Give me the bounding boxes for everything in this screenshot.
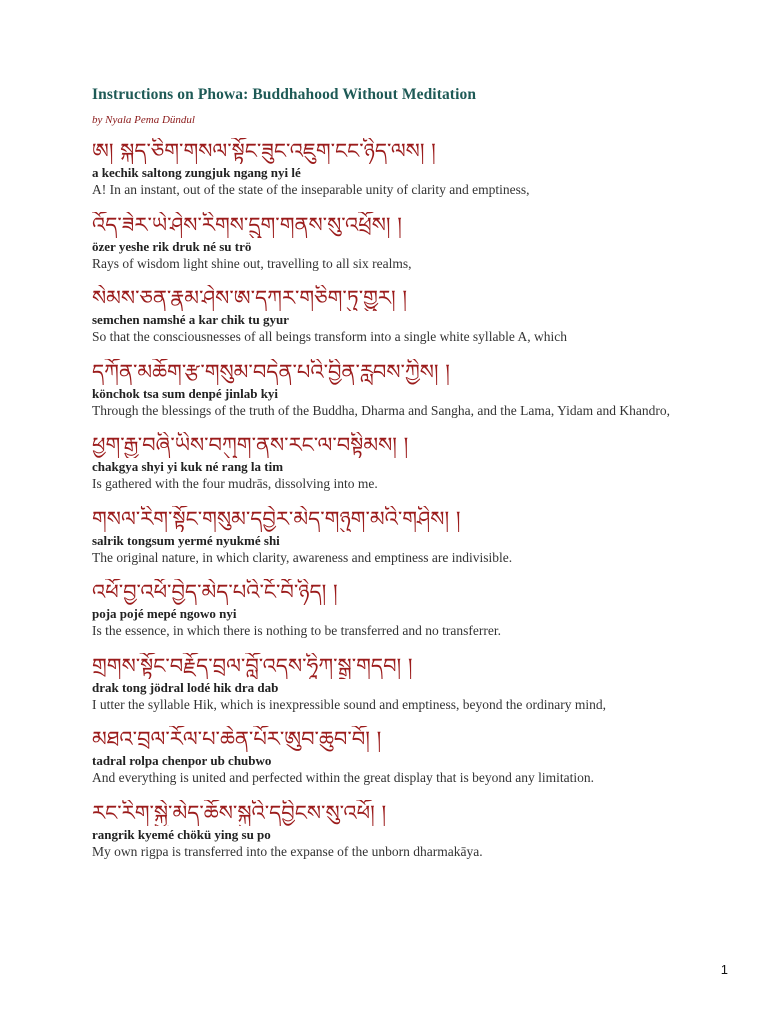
transliteration-line: a kechik saltong zungjuk ngang nyi lé <box>92 165 301 180</box>
verse <box>92 506 682 568</box>
tibetan-line: མཐའ་བྲལ་རོལ་པ་ཆེན་པོར་ཨུབ་ཆུབ་བོ། ། <box>92 727 382 751</box>
translation-line: Is the essence, in which there is nothing to be transferred and no transferrer. <box>92 623 501 638</box>
translation-line: Is gathered with the four mudrās, dissolving into me. <box>92 476 378 491</box>
verse <box>92 359 682 421</box>
verse <box>92 432 682 494</box>
transliteration-line: salrik tongsum yermé nyukmé shi <box>92 532 280 548</box>
transliteration-line: könchok tsa sum denpé jinlab kyi <box>92 385 279 401</box>
translation-line: Rays of wisdom light shine out, travelling to all six realms, <box>92 255 412 271</box>
transliteration-line: semchen namshé a kar chik tu gyur <box>92 312 289 327</box>
tibetan-line: ཨ། སྐད་ཅིག་གསལ་སྟོང་ཟུང་འཇུག་ངང་ཉིད་ལས། ། <box>92 139 436 163</box>
translation-line: And everything is united and perfected within the great display that is beyond any limitation. <box>92 770 595 785</box>
tibetan-line: རང་རིག་སྐྱེ་མེད་ཆོས་སྐུའི་དབྱིངས་སུ་འཕོ། ། <box>92 800 387 825</box>
verse <box>92 653 682 715</box>
tibetan-line: སེམས་ཅན་རྣམ་ཤེས་ཨ་དཀར་གཅིག་ཏུ་གྱུར། ། <box>92 286 407 310</box>
tibetan-line: ཕྱག་རྒྱ་བཞི་ཡིས་བཀུག་ནས་རང་ལ་བསྟིམས། ། <box>92 433 409 457</box>
verse <box>92 285 682 347</box>
transliteration-line: drak tong jödral lodé hik dra dab <box>92 679 279 695</box>
transliteration-line: chakgya shyi yi kuk né rang la tim <box>92 459 284 474</box>
tibetan-line: འཕོ་བྱ་འཕོ་བྱེད་མེད་པའི་ངོ་བོ་ཉིད། ། <box>92 580 338 604</box>
translation-line: The original nature, in which clarity, awareness and emptiness are indivisible. <box>92 549 513 565</box>
transliteration-line: tadral rolpa chenpor ub chubwo <box>92 753 272 768</box>
document-body <box>92 86 682 873</box>
tibetan-line: འོད་ཟེར་ཡེ་ཤེས་རིགས་དྲུག་གནས་སུ་འཕྲོས། ། <box>92 212 402 237</box>
verse <box>92 212 682 274</box>
translation-line: A! In an instant, out of the state of the inseparable unity of clarity and emptiness, <box>92 182 530 197</box>
translation-line: Through the blessings of the truth of the Buddha, Dharma and Sangha, and the Lama, Yidam and Khandro, <box>92 402 670 418</box>
verse <box>92 800 682 862</box>
transliteration-line: özer yeshe rik druk né su trö <box>92 238 252 254</box>
author-byline: by Nyala Pema Dündul <box>92 114 195 126</box>
page-number: 1 <box>720 962 728 977</box>
verse <box>92 726 682 788</box>
tibetan-line: གྲགས་སྟོང་བརྗོད་བྲལ་བློ་འདས་ཧཱིཀ་སྒྲ་གདབ། ། <box>92 653 413 678</box>
document-title: Instructions on Phowa: Buddhahood Without Meditation <box>92 86 477 103</box>
translation-line: My own rigpa is transferred into the expanse of the unborn dharmakāya. <box>92 843 483 859</box>
verse <box>92 579 682 641</box>
tibetan-line: དཀོན་མཆོག་རྩ་གསུམ་བདེན་པའི་བྱིན་རླབས་ཀྱིས། ། <box>92 359 450 384</box>
transliteration-line: rangrik kyemé chökü ying su po <box>92 826 271 842</box>
transliteration-line: poja pojé mepé ngowo nyi <box>92 606 237 621</box>
translation-line: So that the consciousnesses of all beings transform into a single white syllable A, which <box>92 329 568 344</box>
verse <box>92 138 682 200</box>
tibetan-line: གསལ་རིག་སྟོང་གསུམ་དབྱེར་མེད་གཉུག་མའི་གཤིས། ། <box>92 506 461 531</box>
translation-line: I utter the syllable Hik, which is inexpressible sound and emptiness, beyond the ordinary mind, <box>92 696 607 712</box>
